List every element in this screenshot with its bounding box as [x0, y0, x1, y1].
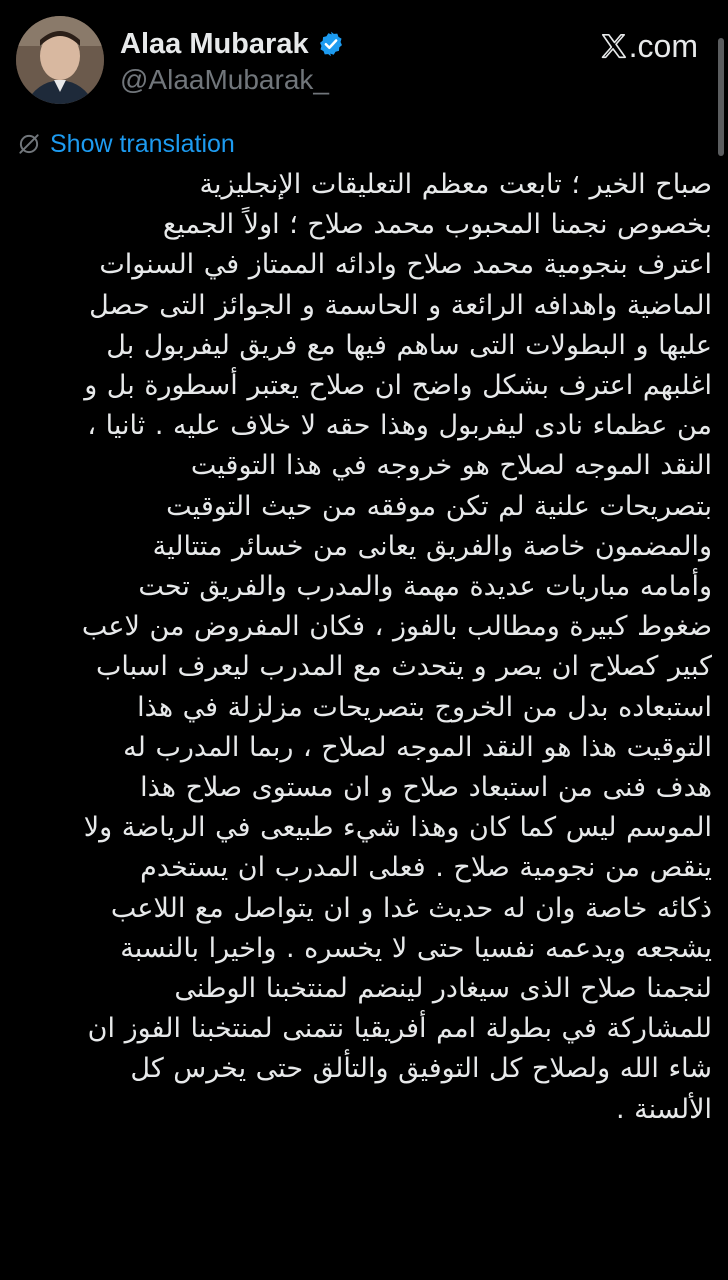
verified-badge-icon	[317, 30, 345, 58]
avatar-image	[16, 16, 104, 104]
author-handle[interactable]: @AlaaMubarak_	[120, 64, 329, 95]
author-display-name[interactable]: Alaa Mubarak	[120, 27, 309, 60]
post-text: صباح الخير ؛ تابعت معظم التعليقات الإنجليزية بخصوص نجمنا المحبوب محمد صلاح ؛ اولاً الجميع اعترف بنجومية محمد صلاح وادائه الممتاز في السنوات الماضية واهدافه الرائعة و الحاسمة و الجوائز التى حصل عليها و البطولات التى ساهم فيها مع فريق ليفربول بل اغلبهم اعترف بشكل واضح ان صلاح يعتبر أسطورة بل و من عظماء نادى ليفربول وهذا حقه لا خلاف عليه . ثانيا ، النقد الموجه لصلاح هو خروجه في هذا التوقيت بتصريحات علنية لم تكن موفقه من حيث التوقيت والمضمون خاصة والفريق يعانى من خسائر متتالية وأمامه مباريات عديدة مهمة والمدرب والفريق تحت ضغوط كبيرة ومطالب بالفوز ، فكان المفروض من لاعب كبير كصلاح ان يصر و يتحدث مع المدرب ليعرف اسباب استبعاده بدل من الخروج بتصريحات مزلزلة في هذا التوقيت هذا هو النقد الموجه لصلاح ، ربما المدرب له هدف فنى من استبعاد صلاح و ان مستوى صلاح هذا الموسم ليس كما كان وهذا شيء طبيعى في الرياضة ولا ينقص من نجومية صلاح . فعلى المدرب ان يستخدم ذكائه خاصة وان له حديث غدا و ان يتواصل مع اللاعب يشجعه ويدعمه نفسيا حتى لا يخسره . واخيرا بالنسبة لنجمنا صلاح الذى سيغادر لينضم لمنتخبنا الوطنى للمشاركة في بطولة امم أفريقيا نتمنى لمنتخبنا الفوز ان شاء الله ولصلاح كل التوفيق والتألق حتى يخرس كل الألسنة .	[81, 169, 712, 1125]
show-translation-label[interactable]: Show translation	[50, 129, 235, 158]
translate-icon	[16, 131, 42, 157]
author-name-row[interactable]	[120, 26, 345, 62]
site-domain: .com	[628, 27, 698, 64]
scrollbar[interactable]	[718, 38, 724, 156]
avatar[interactable]	[16, 16, 104, 104]
post-header	[0, 0, 728, 120]
show-translation-button[interactable]	[16, 126, 235, 162]
site-brand	[599, 26, 698, 66]
x-logo-icon	[599, 31, 629, 61]
